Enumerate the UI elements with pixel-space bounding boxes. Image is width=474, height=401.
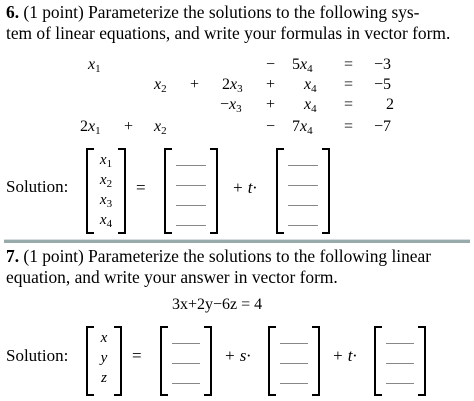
eq3-rhs: 2 xyxy=(386,96,394,113)
var-x2: $x_2$ xyxy=(99,172,113,190)
problem7-statement xyxy=(6,246,470,288)
s-vector-blank-3[interactable] xyxy=(280,368,308,384)
answer-vector-bracket-left xyxy=(164,148,172,234)
direction-vector-bracket-right xyxy=(322,148,330,234)
xyz-vector xyxy=(94,328,114,388)
equals-sign: = xyxy=(136,178,146,197)
eq4-x2: $x_2$ xyxy=(154,118,167,137)
eq4-7x4: $7x_4$ xyxy=(292,118,313,137)
eq4-minus: − xyxy=(266,118,276,135)
eq2-rhs: −5 xyxy=(374,76,392,93)
p7-equals-sign: = xyxy=(132,346,142,365)
s-vector-bracket-right xyxy=(312,326,320,396)
vector-bracket-right xyxy=(118,148,126,234)
eq3-negx3: $-x_3$ xyxy=(220,96,242,115)
var-x3: $x_3$ xyxy=(99,192,113,210)
problem7-equation: 3x+2y−6z = 4 xyxy=(172,296,263,313)
problem7-solution-label: Solution: xyxy=(6,346,69,365)
direction-vector-bracket-left xyxy=(276,148,284,234)
problem7-number: 7. xyxy=(6,246,20,266)
answer-vector-bracket-right xyxy=(210,148,218,234)
p7-answer-blank-2[interactable] xyxy=(172,348,200,364)
problem7-points: (1 point) xyxy=(23,246,84,266)
vector-bracket-left xyxy=(86,148,94,234)
eq1-equals: = xyxy=(344,56,354,73)
problem7-text-line2: equation, and write your answer in vector form. xyxy=(6,267,338,287)
p7-plus-t: + t· xyxy=(332,346,357,365)
eq4-plus: + xyxy=(124,118,134,135)
section-divider xyxy=(4,239,470,243)
t-vector-blank-1[interactable] xyxy=(386,328,414,344)
problem6-text-line1: Parameterize the solutions to the following sys- xyxy=(88,2,420,22)
eq4-equals: = xyxy=(344,118,354,135)
eq2-plus2: + xyxy=(266,76,276,93)
plus-t: + t· xyxy=(232,178,257,197)
var-x: x xyxy=(100,330,108,346)
eq4-2x1: $2x_1$ xyxy=(80,118,101,137)
eq3-plus: + xyxy=(266,96,276,113)
eq3-equals: = xyxy=(344,96,354,113)
var-y: y xyxy=(100,350,108,366)
eq3-x4: $x_4$ xyxy=(304,96,317,115)
plus-s: + s· xyxy=(224,346,251,365)
problem6-points: (1 point) xyxy=(23,2,84,22)
eq2-x2: $x_2$ xyxy=(154,76,167,95)
t-vector-bracket-right xyxy=(418,326,426,396)
direction-blank-2[interactable] xyxy=(288,170,318,186)
answer-blank-1[interactable] xyxy=(176,150,206,166)
eq4-rhs: −7 xyxy=(374,118,392,135)
xyz-bracket-left xyxy=(86,326,94,396)
problem6-solution-label: Solution: xyxy=(6,177,69,196)
var-x4: $x_4$ xyxy=(99,212,113,230)
var-z: z xyxy=(101,370,107,386)
eq2-plus1: + xyxy=(190,76,200,93)
answer-blank-2[interactable] xyxy=(176,170,206,186)
t-vector-blank-3[interactable] xyxy=(386,368,414,384)
eq1-rhs: −3 xyxy=(374,56,392,73)
direction-blank-1[interactable] xyxy=(288,150,318,166)
eq2-x4: $x_4$ xyxy=(304,76,317,95)
p7-answer-blank-3[interactable] xyxy=(172,368,200,384)
variable-vector xyxy=(94,150,118,230)
eq1-minus: − xyxy=(266,56,276,73)
t-vector-blank-2[interactable] xyxy=(386,348,414,364)
answer-blank-3[interactable] xyxy=(176,190,206,206)
eq1-5x4: $5x_4$ xyxy=(292,56,313,75)
eq2-2x3: $2x_3$ xyxy=(222,76,243,95)
problem6-statement xyxy=(6,2,470,44)
s-vector-bracket-left xyxy=(268,326,276,396)
answer-blank-4[interactable] xyxy=(176,210,206,226)
p7-answer-bracket-right xyxy=(204,326,212,396)
s-vector-blank-2[interactable] xyxy=(280,348,308,364)
problem7-text-line1: Parameterize the solutions to the following linear xyxy=(88,246,432,266)
eq1-x1: $x_1$ xyxy=(88,56,101,75)
direction-blank-4[interactable] xyxy=(288,210,318,226)
s-vector-blank-1[interactable] xyxy=(280,328,308,344)
direction-blank-3[interactable] xyxy=(288,190,318,206)
problem6-text-line2: tem of linear equations, and write your formulas in vector form. xyxy=(6,23,451,43)
eq2-equals: = xyxy=(344,76,354,93)
equation-system xyxy=(80,56,400,144)
problem6-number: 6. xyxy=(6,2,20,22)
p7-answer-blank-1[interactable] xyxy=(172,328,200,344)
var-x1: $x_1$ xyxy=(99,152,113,170)
t-vector-bracket-left xyxy=(374,326,382,396)
xyz-bracket-right xyxy=(114,326,122,396)
p7-answer-bracket-left xyxy=(160,326,168,396)
